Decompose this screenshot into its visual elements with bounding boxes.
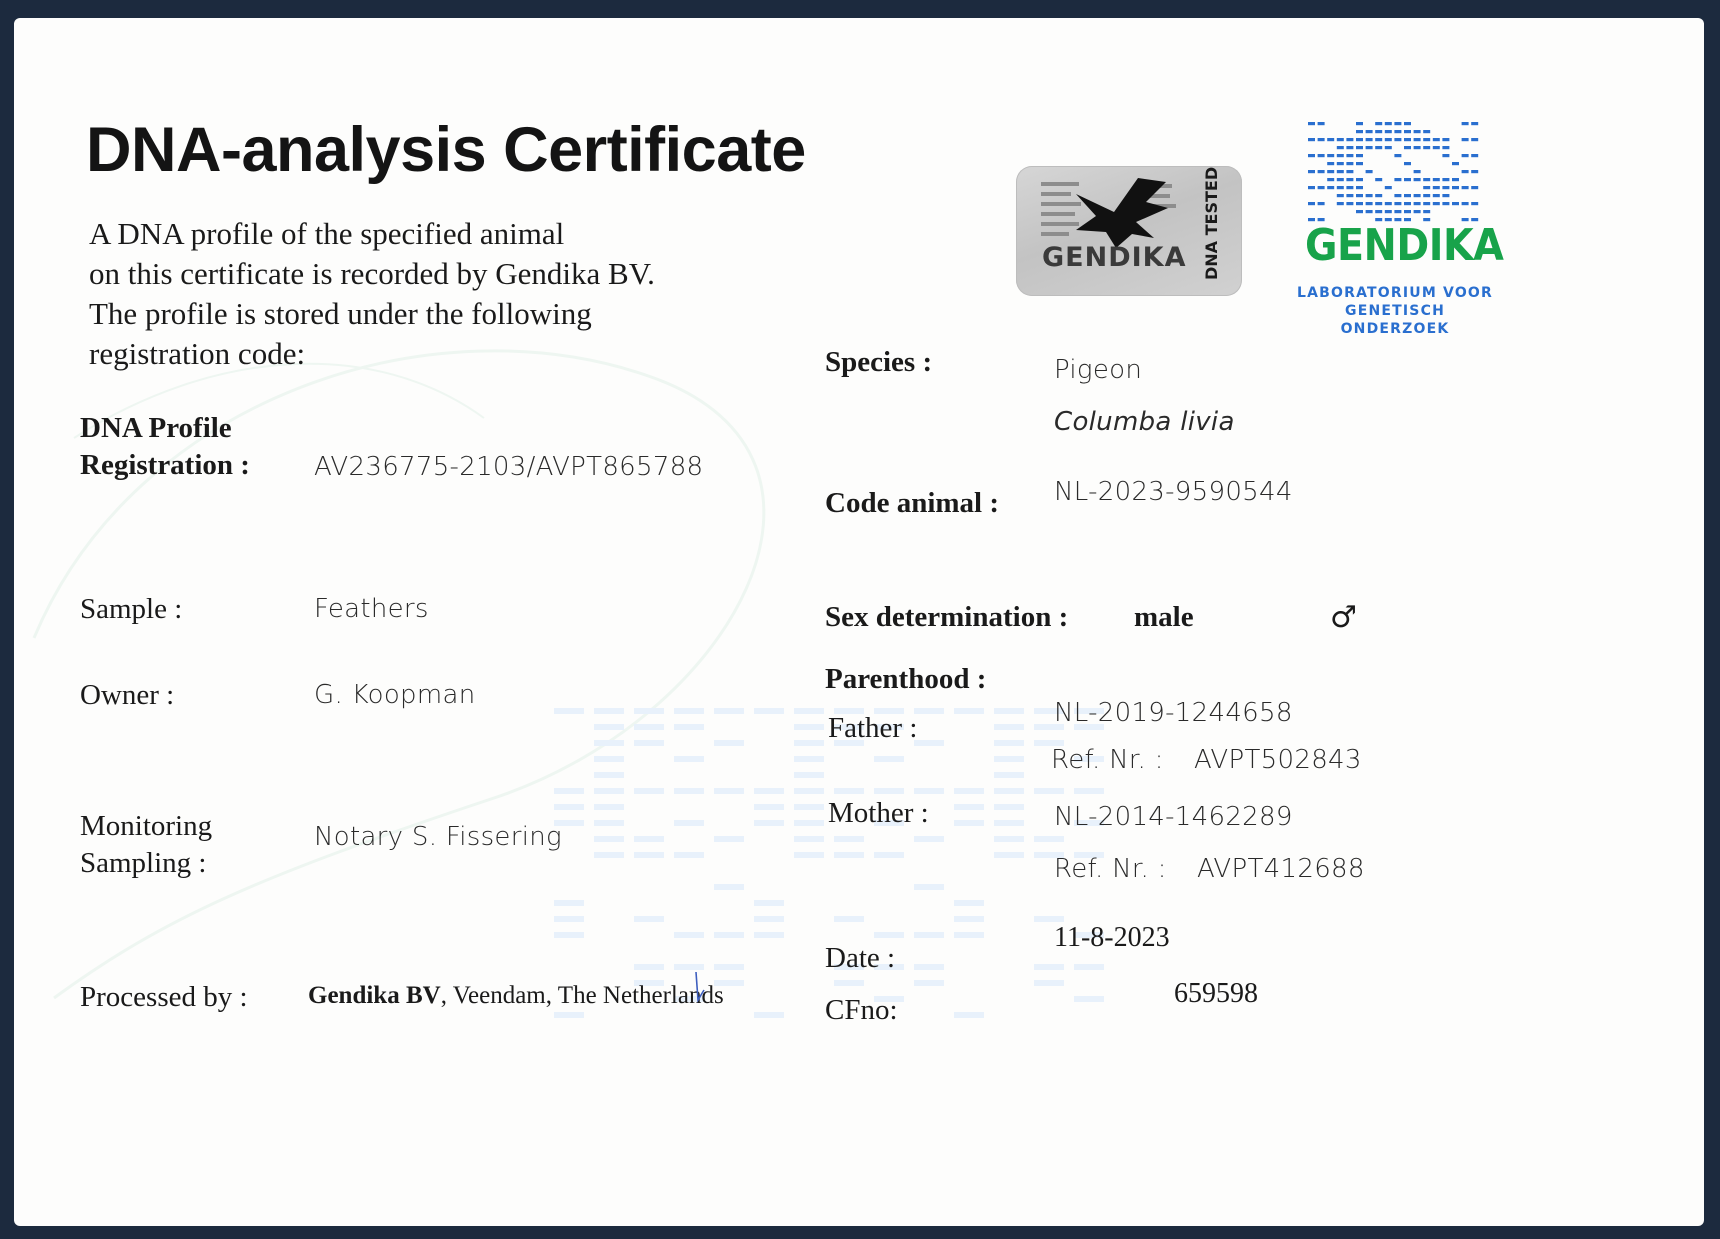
processed-location: , Veendam, The Netherlands [440, 982, 724, 1009]
date-label: Date : [825, 942, 896, 974]
pattern-dash [714, 836, 744, 842]
pattern-dash [1356, 210, 1363, 213]
pattern-dash [1337, 154, 1344, 157]
pattern-dash [1337, 146, 1344, 149]
pattern-dash [1462, 138, 1469, 141]
pattern-dash [1385, 146, 1392, 149]
pattern-dash [914, 836, 944, 842]
pattern-dash [754, 900, 784, 906]
pattern-dash [1404, 202, 1411, 205]
intro-line: registration code: [89, 336, 306, 371]
pattern-dash [994, 836, 1024, 842]
pattern-dash [1385, 138, 1392, 141]
pattern-dash [714, 788, 744, 794]
pattern-dash [1385, 202, 1392, 205]
pattern-dash [1404, 130, 1411, 133]
pattern-dash [794, 836, 824, 842]
pattern-dash [1452, 202, 1459, 205]
pattern-dash [914, 708, 944, 714]
registration-label [80, 410, 250, 484]
mother-label: Mother : [828, 797, 929, 829]
pattern-dash [1423, 186, 1430, 189]
pattern-dash [794, 740, 824, 746]
pattern-dash [1423, 210, 1430, 213]
logo-subtitle-line: GENETISCH ONDERZOEK [1340, 303, 1450, 337]
pattern-dash [1356, 194, 1363, 197]
pattern-dash [1346, 178, 1353, 181]
code-animal-value: NL-2023-9590544 [1054, 477, 1293, 507]
pattern-dash [1452, 186, 1459, 189]
pattern-dash [1423, 202, 1430, 205]
sample-value: Feathers [314, 594, 429, 624]
pattern-dash [794, 756, 824, 762]
pattern-dash [1366, 210, 1373, 213]
pattern-dash [1327, 170, 1334, 173]
pattern-dash [874, 932, 904, 938]
pattern-dash [1337, 138, 1344, 141]
pattern-dash [714, 740, 744, 746]
pattern-dash [1442, 138, 1449, 141]
pattern-dash [1308, 202, 1315, 205]
pattern-dash [994, 756, 1024, 762]
pattern-dash [1308, 154, 1315, 157]
pattern-dash [1366, 130, 1373, 133]
pattern-dash [1308, 170, 1315, 173]
pattern-dash [1356, 178, 1363, 181]
pattern-dash [994, 708, 1024, 714]
pattern-dash [1375, 194, 1382, 197]
pattern-dash [1366, 170, 1373, 173]
pattern-dash [1366, 194, 1373, 197]
pattern-dash [594, 804, 624, 810]
pattern-dash [1034, 964, 1064, 970]
pattern-dash [594, 740, 624, 746]
pattern-dash [554, 900, 584, 906]
pattern-dash [1452, 162, 1459, 165]
pattern-dash [994, 804, 1024, 810]
pattern-dash [1034, 788, 1064, 794]
species-label: Species : [825, 346, 933, 378]
pattern-dash [954, 1012, 984, 1018]
pattern-dash [1356, 122, 1363, 125]
pattern-dash [1404, 146, 1411, 149]
pattern-dash [554, 1012, 584, 1018]
pattern-dash [714, 708, 744, 714]
processed-label: Processed by : [80, 981, 248, 1013]
pattern-dash [914, 964, 944, 970]
monitoring-label [80, 808, 212, 882]
code-animal-label: Code animal : [825, 487, 999, 519]
pattern-dash [1356, 186, 1363, 189]
pattern-dash [634, 788, 664, 794]
pattern-dash [674, 708, 704, 714]
pattern-dash [1442, 178, 1449, 181]
pattern-dash [914, 980, 944, 986]
pattern-dash [1356, 130, 1363, 133]
pattern-dash [1471, 122, 1478, 125]
pattern-dash [794, 852, 824, 858]
pattern-dash [1433, 146, 1440, 149]
pattern-dash [1318, 138, 1325, 141]
pattern-dash [914, 932, 944, 938]
pattern-dash [994, 788, 1024, 794]
pattern-dash [1404, 162, 1411, 165]
pattern-dash [594, 708, 624, 714]
mother-ref-label: Ref. Nr. : [1054, 854, 1167, 884]
pattern-dash [1346, 194, 1353, 197]
father-ref-value: AVPT502843 [1194, 745, 1362, 775]
pattern-dash [1318, 154, 1325, 157]
pattern-dash [1356, 202, 1363, 205]
species-value: Pigeon [1054, 355, 1143, 385]
pattern-dash [1318, 202, 1325, 205]
father-ref-label: Ref. Nr. : [1051, 745, 1164, 775]
dna-tested-seal [1016, 166, 1242, 296]
pattern-dash [1394, 122, 1401, 125]
logo-subtitle [1290, 284, 1500, 338]
pattern-dash [1346, 146, 1353, 149]
pattern-dash [1414, 130, 1421, 133]
pattern-dash [674, 820, 704, 826]
pattern-dash [594, 836, 624, 842]
pattern-dash [1337, 202, 1344, 205]
pattern-dash [1471, 170, 1478, 173]
pattern-dash [554, 788, 584, 794]
pattern-dash [1308, 138, 1315, 141]
pattern-dash [1423, 146, 1430, 149]
pattern-dash [1394, 202, 1401, 205]
pattern-dash [1423, 178, 1430, 181]
pattern-dash [1346, 138, 1353, 141]
sex-label: Sex determination : [825, 601, 1069, 633]
pattern-dash [1442, 186, 1449, 189]
pattern-dash [1318, 122, 1325, 125]
pattern-dash [674, 756, 704, 762]
pattern-dash [1337, 186, 1344, 189]
pattern-dash [1404, 210, 1411, 213]
pattern-dash [794, 804, 824, 810]
pattern-dash [1442, 194, 1449, 197]
pattern-dash [1375, 178, 1382, 181]
pattern-dash [1327, 186, 1334, 189]
pattern-dash [1346, 154, 1353, 157]
registration-label-line: DNA Profile [80, 412, 232, 444]
pattern-dash [1337, 178, 1344, 181]
father-label: Father : [828, 712, 918, 744]
pattern-dash [634, 708, 664, 714]
intro-line: A DNA profile of the specified animal [89, 216, 565, 251]
monitoring-label-line: Sampling : [80, 847, 207, 879]
cfno-label: CFno: [825, 994, 898, 1026]
pattern-dash [634, 740, 664, 746]
seal-side-text: DNA TESTED [1202, 166, 1221, 280]
gendika-g-logo-icon [1304, 118, 1484, 230]
pattern-dash [1433, 138, 1440, 141]
sex-value: male [1134, 601, 1194, 633]
pattern-dash [554, 804, 584, 810]
pattern-dash [994, 740, 1024, 746]
pattern-dash [1356, 162, 1363, 165]
pattern-dash [1471, 138, 1478, 141]
pattern-dash [834, 980, 864, 986]
pattern-dash [1394, 138, 1401, 141]
pattern-dash [634, 916, 664, 922]
pattern-dash [1414, 178, 1421, 181]
pattern-dash [834, 852, 864, 858]
pattern-dash [554, 916, 584, 922]
pattern-dash [1385, 130, 1392, 133]
owner-value: G. Koopman [314, 680, 476, 710]
pattern-dash [1337, 170, 1344, 173]
pattern-dash [1366, 202, 1373, 205]
pattern-dash [674, 788, 704, 794]
pattern-dash [754, 932, 784, 938]
pattern-dash [1442, 154, 1449, 157]
pattern-dash [1375, 202, 1382, 205]
pattern-dash [634, 852, 664, 858]
pattern-dash [1385, 122, 1392, 125]
pattern-dash [754, 820, 784, 826]
pattern-dash [634, 724, 664, 730]
pattern-dash [714, 932, 744, 938]
species-latin: Columba livia [1054, 407, 1235, 437]
pattern-dash [674, 852, 704, 858]
pattern-dash [1414, 210, 1421, 213]
pattern-dash [874, 852, 904, 858]
pattern-dash [1462, 122, 1469, 125]
pattern-dash [1452, 178, 1459, 181]
pattern-dash [1327, 178, 1334, 181]
pattern-dash [1462, 202, 1469, 205]
pattern-dash [874, 756, 904, 762]
pattern-dash [1074, 996, 1104, 1002]
pattern-dash [794, 708, 824, 714]
mother-ref-value: AVPT412688 [1197, 854, 1365, 884]
logo-brand-name: GENDIKA [1305, 220, 1504, 271]
pattern-dash [1327, 154, 1334, 157]
pattern-dash [1414, 146, 1421, 149]
pattern-dash [1433, 186, 1440, 189]
pattern-dash [1414, 202, 1421, 205]
pattern-dash [1375, 138, 1382, 141]
pattern-dash [1442, 146, 1449, 149]
pattern-dash [1346, 162, 1353, 165]
pattern-dash [594, 756, 624, 762]
pen-mark [690, 970, 708, 1006]
monitoring-label-line: Monitoring [80, 810, 213, 842]
pattern-dash [834, 788, 864, 794]
pattern-dash [754, 804, 784, 810]
pattern-dash [1471, 186, 1478, 189]
pattern-dash [1375, 130, 1382, 133]
pattern-dash [1356, 154, 1363, 157]
pattern-dash [834, 916, 864, 922]
pattern-dash [1356, 146, 1363, 149]
pattern-dash [1074, 964, 1104, 970]
pattern-dash [554, 932, 584, 938]
pattern-dash [754, 788, 784, 794]
processed-value [308, 982, 724, 1010]
pattern-dash [754, 708, 784, 714]
pattern-dash [1414, 138, 1421, 141]
pattern-dash [794, 820, 824, 826]
owner-label: Owner : [80, 679, 175, 711]
pattern-dash [1414, 194, 1421, 197]
pattern-dash [594, 852, 624, 858]
pattern-dash [1327, 138, 1334, 141]
pattern-dash [1034, 980, 1064, 986]
pattern-dash [634, 836, 664, 842]
pattern-dash [1366, 138, 1373, 141]
pattern-dash [1394, 194, 1401, 197]
pattern-dash [1394, 210, 1401, 213]
certificate-title: DNA-analysis Certificate [86, 115, 806, 185]
pattern-dash [914, 884, 944, 890]
pattern-dash [554, 708, 584, 714]
pattern-dash [1423, 130, 1430, 133]
pattern-dash [1074, 788, 1104, 794]
pattern-dash [1308, 186, 1315, 189]
pattern-dash [1327, 162, 1334, 165]
pattern-dash [954, 788, 984, 794]
pattern-dash [1414, 170, 1421, 173]
pattern-dash [954, 708, 984, 714]
pattern-dash [714, 964, 744, 970]
pattern-dash [1034, 836, 1064, 842]
pattern-dash [1308, 122, 1315, 125]
pattern-dash [1433, 202, 1440, 205]
pattern-dash [674, 932, 704, 938]
intro-line: on this certificate is recorded by Gendika BV. [89, 256, 655, 291]
pattern-dash [594, 724, 624, 730]
pattern-dash [1433, 194, 1440, 197]
pattern-dash [1462, 186, 1469, 189]
pattern-dash [1346, 186, 1353, 189]
intro-line: The profile is stored under the following [89, 296, 592, 331]
pattern-dash [994, 724, 1024, 730]
date-value: 11-8-2023 [1054, 922, 1170, 953]
pattern-dash [794, 724, 824, 730]
pattern-dash [1462, 154, 1469, 157]
mother-value: NL-2014-1462289 [1054, 802, 1293, 832]
processed-company: Gendika BV [308, 982, 441, 1009]
pattern-dash [1423, 138, 1430, 141]
pattern-dash [1404, 178, 1411, 181]
pattern-dash [914, 740, 944, 746]
parenthood-label: Parenthood : [825, 663, 987, 695]
father-value: NL-2019-1244658 [1054, 698, 1293, 728]
pattern-dash [994, 820, 1024, 826]
pattern-dash [914, 788, 944, 794]
pattern-dash [834, 836, 864, 842]
certificate-card [14, 18, 1704, 1226]
pattern-dash [1404, 194, 1411, 197]
pattern-dash [954, 820, 984, 826]
male-symbol-icon: ♂ [1330, 600, 1357, 635]
pattern-dash [634, 964, 664, 970]
pattern-dash [1337, 162, 1344, 165]
sample-label: Sample : [80, 593, 183, 625]
pattern-dash [1462, 170, 1469, 173]
pattern-dash [1404, 122, 1411, 125]
pattern-dash [1375, 210, 1382, 213]
logo-subtitle-line: LABORATORIUM VOOR [1296, 285, 1494, 301]
pattern-dash [1423, 194, 1430, 197]
pattern-dash [994, 772, 1024, 778]
pattern-dash [794, 772, 824, 778]
pattern-dash [594, 772, 624, 778]
pattern-dash [1394, 154, 1401, 157]
monitoring-value: Notary S. Fissering [314, 822, 562, 852]
pattern-dash [754, 1012, 784, 1018]
pattern-dash [1442, 202, 1449, 205]
pattern-dash [954, 804, 984, 810]
pattern-dash [1471, 154, 1478, 157]
pattern-dash [1337, 194, 1344, 197]
pattern-dash [954, 932, 984, 938]
pattern-dash [1471, 202, 1478, 205]
pattern-dash [1346, 202, 1353, 205]
pattern-dash [1375, 122, 1382, 125]
pattern-dash [1404, 138, 1411, 141]
pattern-dash [754, 916, 784, 922]
pattern-dash [794, 788, 824, 794]
pattern-dash [594, 820, 624, 826]
pattern-dash [1366, 146, 1373, 149]
cfno-value: 659598 [1174, 978, 1258, 1009]
pattern-dash [1385, 210, 1392, 213]
pattern-dash [674, 724, 704, 730]
pattern-dash [714, 884, 744, 890]
pattern-dash [954, 900, 984, 906]
registration-label-line: Registration : [80, 449, 250, 481]
pattern-dash [1346, 170, 1353, 173]
seal-brand-text: GENDIKA [1042, 242, 1187, 273]
pattern-dash [1375, 146, 1382, 149]
pattern-dash [1394, 178, 1401, 181]
pattern-dash [954, 916, 984, 922]
pattern-dash [1385, 186, 1392, 189]
pattern-dash [1394, 130, 1401, 133]
pattern-dash [1318, 170, 1325, 173]
pattern-dash [1433, 178, 1440, 181]
pattern-dash [994, 852, 1024, 858]
registration-value: AV236775-2103/AVPT865788 [314, 452, 704, 482]
pattern-dash [1356, 138, 1363, 141]
pattern-dash [1318, 186, 1325, 189]
pattern-dash [594, 788, 624, 794]
pattern-dash [874, 788, 904, 794]
intro-text [89, 214, 655, 374]
